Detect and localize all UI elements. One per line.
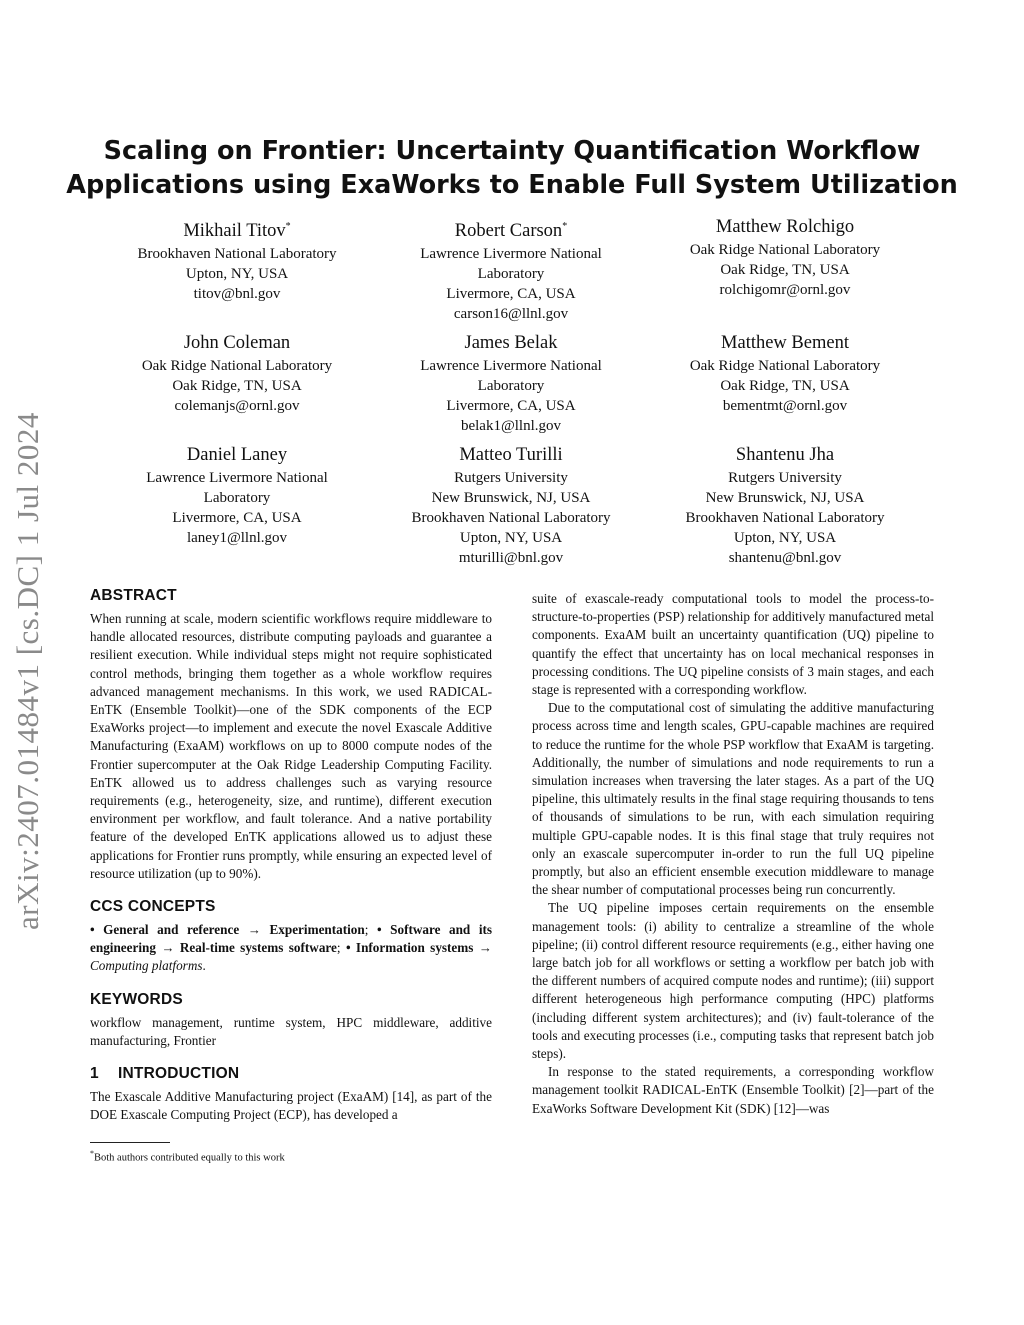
ccs-section <box>90 897 492 976</box>
author-location: Oak Ridge, TN, USA <box>172 378 302 395</box>
author-location: Oak Ridge, TN, USA <box>720 262 850 278</box>
keywords-text: workflow management, runtime system, HPC middleware, additive manufacturing, Frontier <box>90 1014 492 1048</box>
author-email: laney1@llnl.gov <box>186 530 288 547</box>
author-affiliation: Brookhaven National Laboratory <box>137 246 337 263</box>
author-affiliation-cont: Laboratory <box>477 378 545 395</box>
introduction-section <box>90 1064 492 1124</box>
author-email: shantenu@bnl.gov <box>728 550 842 567</box>
author-affiliation-2: Brookhaven National Laboratory <box>411 510 611 527</box>
author-block <box>374 442 648 568</box>
body-paragraph: Due to the computational cost of simulating the additive manufacturing process across time and length scales, GPU-capable machines are required to reduce the runtime for the whole PSP workflow that ExaAM is targeting. Additionally, the number of simulations and node requirements to run a simulation increases when traversing the later stages. As a part of the UQ pipeline, this ultimately results in the final stage requiring thousands to tens of thousands of simulations to be run, with each simulation requiring multiple GPU-capable nodes. It is this final stage that truly requires not only an exascale supercomputer in-order to run the full UQ pipeline promptly, but also an efficient ensemble execution middleware to manage the shear number of computational processes being run concurrently. <box>532 700 934 898</box>
author-location: Livermore, CA, USA <box>446 398 576 415</box>
author-affiliation-cont: Laboratory <box>477 266 545 283</box>
author-location: Livermore, CA, USA <box>172 510 302 527</box>
left-column <box>90 586 492 1166</box>
author-location: Livermore, CA, USA <box>446 286 576 303</box>
ccs-text: • General and reference → Experimentation; • Software and its engineering → Real-time systems software; • Information systems → Computing platforms. <box>90 922 493 974</box>
author-affiliation: Oak Ridge National Laboratory <box>689 358 881 375</box>
footnote: *Both authors contributed equally to this work <box>90 1149 285 1164</box>
author-affiliation: Rutgers University <box>454 470 568 487</box>
author-email: titov@bnl.gov <box>193 286 281 303</box>
author-name: Matthew Bement <box>721 333 849 354</box>
author-email: rolchigomr@ornl.gov <box>719 282 851 298</box>
abstract-text: When running at scale, modern scientific workflows require middleware to handle allocated resources, distribute computing payloads and guarantee a resilient execution. While individual steps might not require sophisticated control methods, bringing them together as a whole workflow requires advanced management mechanisms. In this work, we used RADICAL-EnTK (Ensemble Toolkit)—one of the SDK components of the ECP ExaWorks project—to implement and execute the novel Exascale Additive Manufacturing (ExaAM) workflows on up to 8000 compute nodes of the Frontier supercomputer at the Oak Ridge Leadership Computing Facility. EnTK allowed us to address challenges such as varying resource requirements (e.g., heterogeneity, size, and runtime), different execution environment per workflow, and fault tolerance. And a native portability feature of the developed EnTK applications allowed us to adjust these applications for Frontier runs promptly, while ensuring an expected level of resource utilization (up to 90%). <box>90 611 492 881</box>
author-name: James Belak <box>464 333 558 354</box>
author-email: colemanjs@ornl.gov <box>174 398 300 415</box>
author-location: New Brunswick, NJ, USA <box>431 490 591 507</box>
ccs-heading: CCS CONCEPTS <box>90 898 216 916</box>
author-name: Daniel Laney <box>186 445 288 466</box>
author-email: bementmt@ornl.gov <box>722 398 848 415</box>
author-block <box>100 214 374 324</box>
right-column <box>532 590 934 1118</box>
author-name: Shantenu Jha <box>735 445 835 466</box>
author-block <box>100 442 374 568</box>
author-block <box>374 330 648 436</box>
author-grid <box>100 214 940 568</box>
introduction-text: The Exascale Additive Manufacturing project (ExaAM) [14], as part of the DOE Exascale Computing Project (ECP), has developed a <box>90 1089 492 1123</box>
author-affiliation: Lawrence Livermore National <box>420 246 602 263</box>
paper-title <box>60 134 964 202</box>
author-email: mturilli@bnl.gov <box>458 550 564 567</box>
author-affiliation-2: Brookhaven National Laboratory <box>685 510 885 527</box>
arxiv-identifier: arXiv:2407.01484v1 [cs.DC] 1 Jul 2024 <box>10 412 45 930</box>
body-paragraph: In response to the stated requirements, a corresponding workflow management toolkit RADICAL-EnTK (Ensemble Toolkit) [2]—part of the ExaWorks Software Development Kit (SDK) [12]—was <box>532 1064 934 1116</box>
abstract-section <box>90 586 492 883</box>
author-block <box>374 214 648 324</box>
author-location-2: Upton, NY, USA <box>733 530 837 547</box>
author-affiliation-cont: Laboratory <box>203 490 271 507</box>
title-line-2: Applications using ExaWorks to Enable Full System Utilization <box>66 170 958 200</box>
introduction-heading: 1 INTRODUCTION <box>90 1065 240 1083</box>
body-paragraph: The UQ pipeline imposes certain requirements on the ensemble management tools: (i) ability to centralize a streamline of the whole pipeline; (ii) control different resource requirements (e.g., either having one large batch job for all workflows or setting a workflow per batch job with the different numbers of acquired compute nodes and runtime); (iii) support different heterogeneous high performance computing (HPC) platforms (including different system architectures); and (iv) fault-tolerance of the tools and executing processes (i.e., computing tasks that represent batch job steps). <box>532 900 934 1062</box>
title-line-1: Scaling on Frontier: Uncertainty Quantification Workflow <box>103 136 921 166</box>
author-name: Matthew Rolchigo <box>715 217 855 237</box>
author-block <box>648 330 922 436</box>
author-email: belak1@llnl.gov <box>460 418 562 435</box>
abstract-heading: ABSTRACT <box>90 587 177 604</box>
author-affiliation: Lawrence Livermore National <box>420 358 602 375</box>
author-block <box>648 214 922 324</box>
author-name: Robert Carson* <box>454 221 568 242</box>
footnote-divider <box>90 1142 170 1143</box>
keywords-section <box>90 990 492 1050</box>
author-email: carson16@llnl.gov <box>453 306 569 323</box>
author-affiliation: Lawrence Livermore National <box>146 470 328 487</box>
author-block <box>100 330 374 436</box>
author-location: New Brunswick, NJ, USA <box>705 490 865 507</box>
author-location: Upton, NY, USA <box>185 266 289 283</box>
author-name: John Coleman <box>183 333 291 354</box>
author-affiliation: Oak Ridge National Laboratory <box>141 358 333 375</box>
body-paragraph: suite of exascale-ready computational tools to model the process-to-structure-to-properties (PSP) relationship for additively manufactured metal components. ExaAM built an uncertainty quantification (UQ) pipeline to quantify the effect that uncertainty has on local mechanical responses in processing conditions. The UQ pipeline consists of 3 main stages, and each stage is represented with a corresponding workflow. <box>532 591 934 698</box>
author-name: Mikhail Titov* <box>183 221 291 242</box>
keywords-heading: KEYWORDS <box>90 990 183 1008</box>
author-location-2: Upton, NY, USA <box>459 530 563 547</box>
author-block <box>648 442 922 568</box>
author-location: Oak Ridge, TN, USA <box>720 378 850 395</box>
author-affiliation: Rutgers University <box>728 470 842 487</box>
author-name: Matteo Turilli <box>459 445 563 466</box>
author-affiliation: Oak Ridge National Laboratory <box>689 242 881 258</box>
